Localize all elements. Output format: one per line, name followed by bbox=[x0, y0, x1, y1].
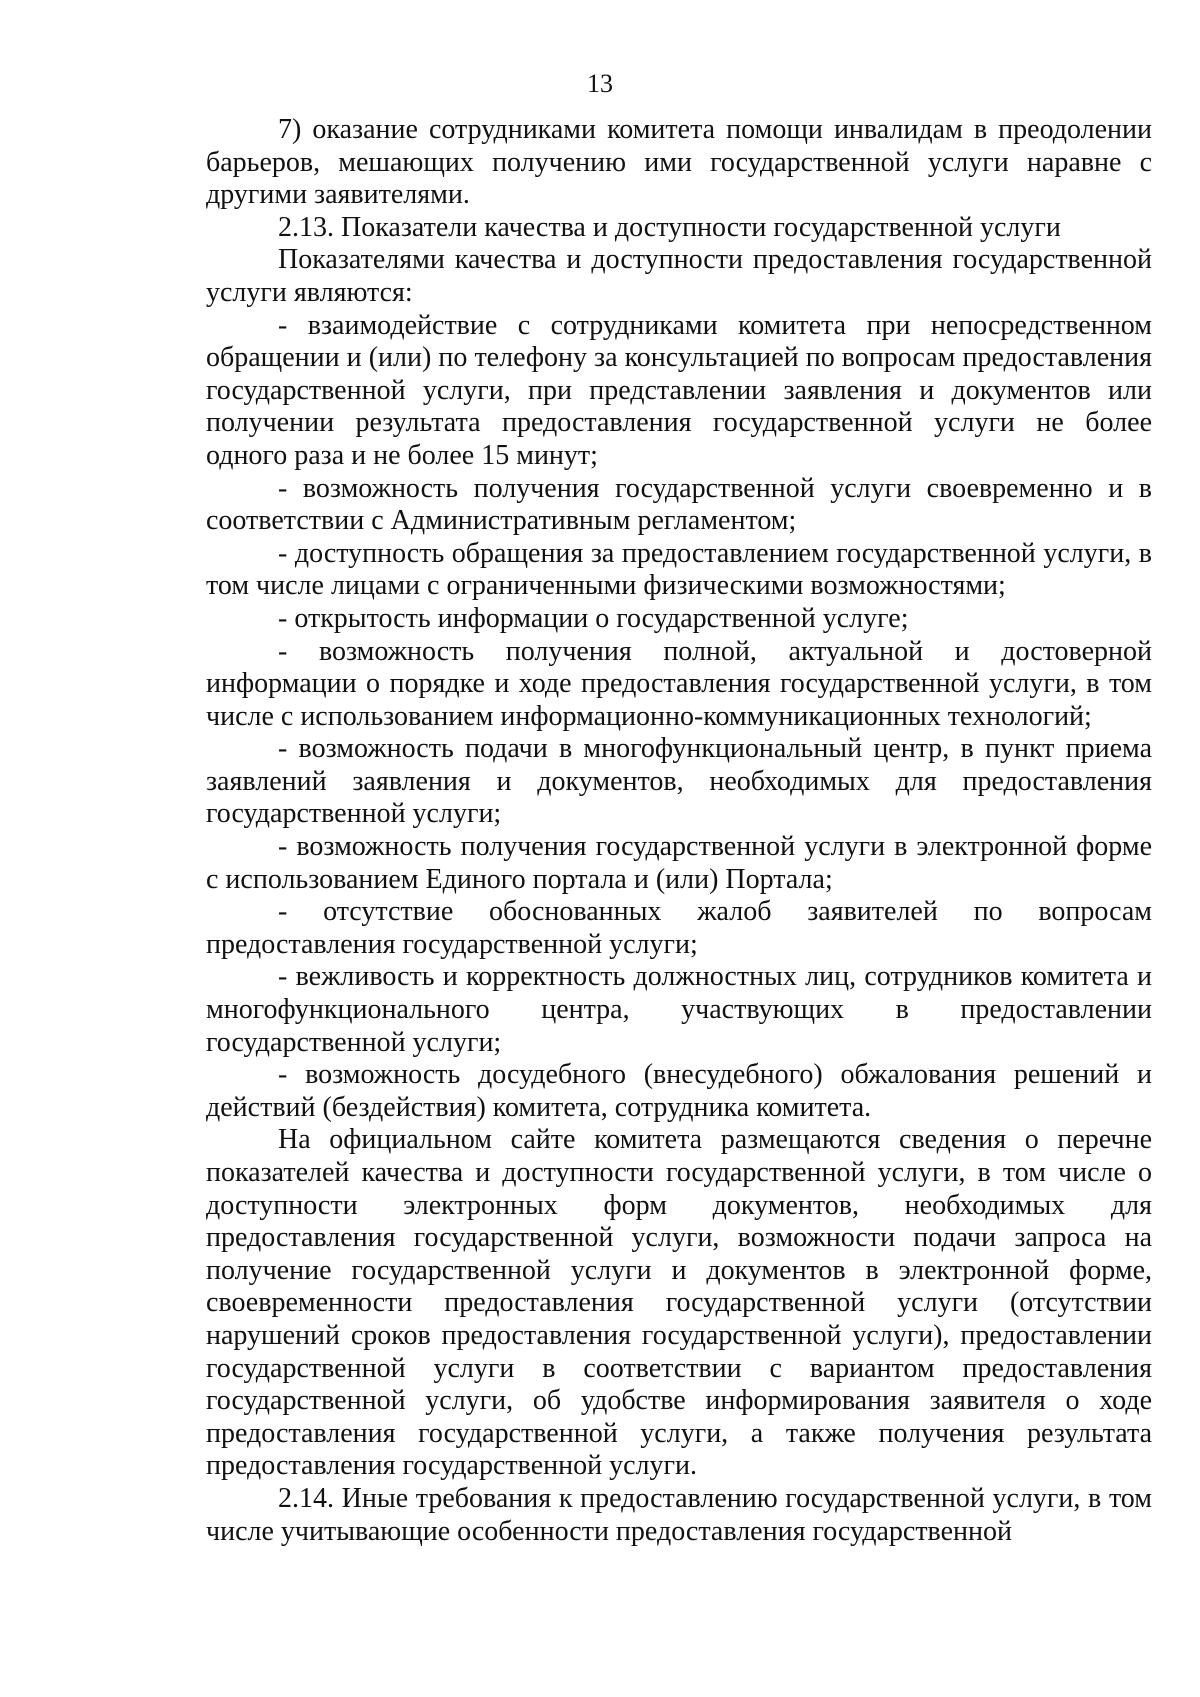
list-item: - возможность получения полной, актуальной и достоверной информации о порядке и ходе предоставления государственной услуги, в том числе с использованием информационно-коммуникационных технологий; bbox=[206, 635, 1152, 732]
paragraph-item-7: 7) оказание сотрудниками комитета помощи инвалидам в преодолении барьеров, мешающих получению ими государственной услуги наравне с другими заявителями. bbox=[206, 114, 1152, 211]
section-heading-2-14: 2.14. Иные требования к предоставлению государственной услуги, в том числе учитывающие особенности предоставления государственной bbox=[206, 1482, 1152, 1547]
paragraph-official-site: На официальном сайте комитета размещаются сведения о перечне показателей качества и доступности государственной услуги, в том числе о доступности электронных форм документов, необходимых для предоставления государственной услуги, возможности подачи запроса на получение государственной услуги и документов в электронной форме, своевременности предоставления государственной услуги (отсутствии нарушений сроков предоставления государственной услуги), предоставлении государственной услуги в соответствии с вариантом предоставления государственной услуги, об удобстве информирования заявителя о ходе предоставления государственной услуги, а также получения результата предоставления государственной услуги. bbox=[206, 1124, 1152, 1482]
list-item: - возможность получения государственной услуги в электронной форме с использованием Единого портала и (или) Портала; bbox=[206, 831, 1152, 895]
document-body bbox=[206, 114, 1152, 1548]
list-item: - взаимодействие с сотрудниками комитета при непосредственном обращении и (или) по телефону за консультацией по вопросам предоставления государственной услуги, при представлении заявления и документов или получении результата предоставления государственной услуги не более одного раза и не более 15 минут; bbox=[206, 309, 1152, 471]
list-item: - возможность досудебного (внесудебного) обжалования решений и действий (бездействия) комитета, сотрудника комитета. bbox=[206, 1059, 1152, 1123]
section-heading-2-13: 2.13. Показатели качества и доступности государственной услуги bbox=[278, 211, 1061, 243]
list-item: - возможность подачи в многофункциональный центр, в пункт приема заявлений заявления и документов, необходимых для предоставления государственной услуги; bbox=[206, 733, 1152, 830]
paragraph-indicators-intro: Показателями качества и доступности предоставления государственной услуги являются: bbox=[206, 244, 1152, 308]
list-item: - возможность получения государственной услуги своевременно и в соответствии с Административным регламентом; bbox=[206, 472, 1152, 537]
page-number: 13 bbox=[587, 69, 613, 98]
list-item: - открытость информации о государственной услуге; bbox=[278, 602, 909, 634]
list-item: - отсутствие обоснованных жалоб заявителей по вопросам предоставления государственной услуги; bbox=[206, 896, 1152, 960]
list-item: - доступность обращения за предоставлением государственной услуги, в том числе лицами с ограниченными физическими возможностями; bbox=[206, 537, 1152, 602]
list-item: - вежливость и корректность должностных лиц, сотрудников комитета и многофункционального центра, участвующих в предоставлении государственной услуги; bbox=[206, 961, 1152, 1058]
